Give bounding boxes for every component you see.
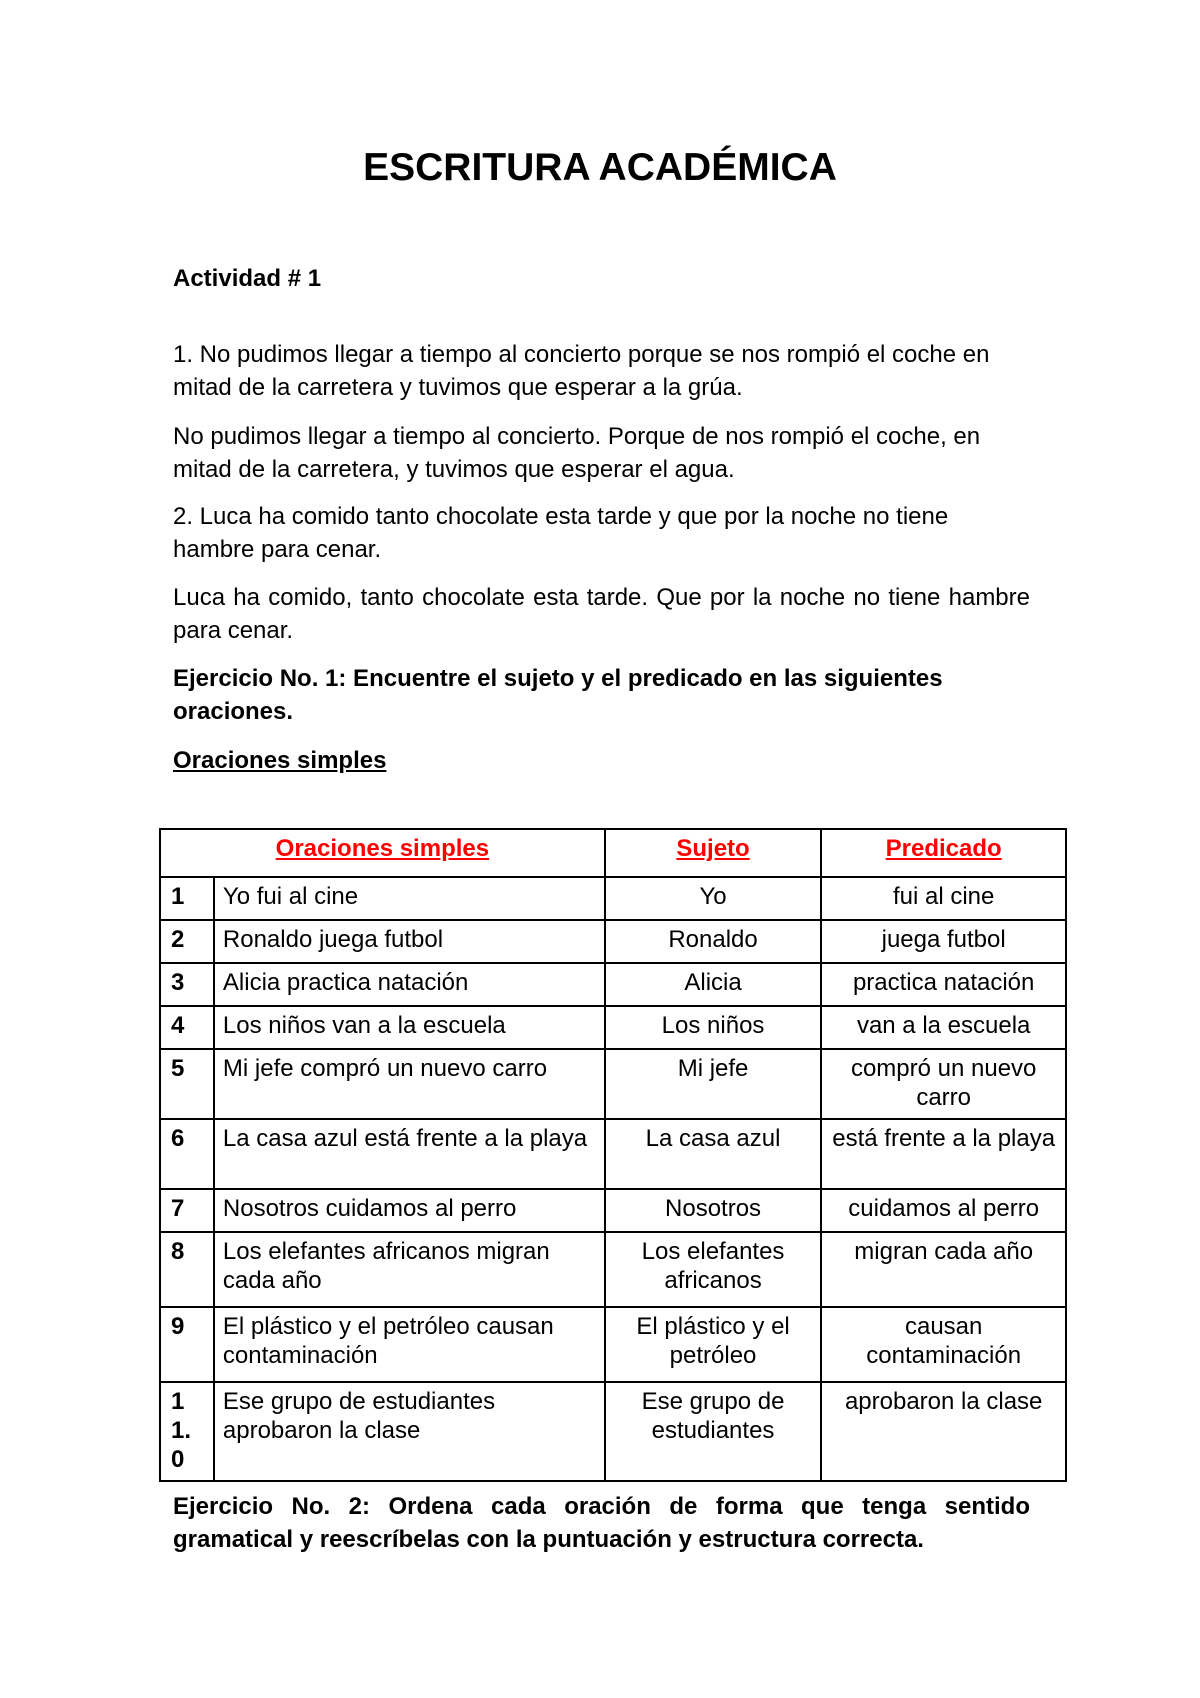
row-number: 8 bbox=[160, 1232, 214, 1307]
paragraph-2: No pudimos llegar a tiempo al concierto. Porque de nos rompió el coche, en mitad de la carretera, y tuvimos que esperar el agua. bbox=[173, 423, 981, 483]
table-row bbox=[160, 920, 1066, 963]
row-predicate: cuidamos al perro bbox=[821, 1189, 1066, 1232]
row-subject: Los elefantes africanos bbox=[605, 1232, 822, 1307]
table-row bbox=[160, 963, 1066, 1006]
row-subject: Yo bbox=[605, 877, 822, 920]
paragraph-3: 2. Luca ha comido tanto chocolate esta tarde y que por la noche no tiene hambre para cenar. bbox=[173, 503, 949, 563]
row-predicate: migran cada año bbox=[821, 1232, 1066, 1307]
row-number: 3 bbox=[160, 963, 214, 1006]
row-number: 5 bbox=[160, 1049, 214, 1119]
paragraph-4: Luca ha comido, tanto chocolate esta tarde. Que por la noche no tiene hambre para cenar. bbox=[173, 584, 1030, 644]
row-sentence: Ronaldo juega futbol bbox=[214, 920, 605, 963]
page-title: ESCRITURA ACADÉMICA bbox=[363, 146, 837, 189]
row-subject: Mi jefe bbox=[605, 1049, 822, 1119]
row-sentence: Los niños van a la escuela bbox=[214, 1006, 605, 1049]
row-subject: Alicia bbox=[605, 963, 822, 1006]
row-number: 9 bbox=[160, 1307, 214, 1382]
row-sentence: Ese grupo de estudiantes aprobaron la clase bbox=[214, 1382, 605, 1481]
row-predicate: aprobaron la clase bbox=[821, 1382, 1066, 1481]
row-sentence: Los elefantes africanos migran cada año bbox=[214, 1232, 605, 1307]
row-sentence: Nosotros cuidamos al perro bbox=[214, 1189, 605, 1232]
row-number: 2 bbox=[160, 920, 214, 963]
row-sentence: Yo fui al cine bbox=[214, 877, 605, 920]
table-row bbox=[160, 877, 1066, 920]
row-number: 6 bbox=[160, 1119, 214, 1189]
table-row bbox=[160, 1307, 1066, 1382]
row-predicate: practica natación bbox=[821, 963, 1066, 1006]
row-subject: Ronaldo bbox=[605, 920, 822, 963]
row-subject: Nosotros bbox=[605, 1189, 822, 1232]
paragraph-1: 1. No pudimos llegar a tiempo al concierto porque se nos rompió el coche en mitad de la carretera y tuvimos que esperar a la grúa. bbox=[173, 341, 990, 401]
row-predicate: compró un nuevo carro bbox=[821, 1049, 1066, 1119]
exercise-2-heading: Ejercicio No. 2: Ordena cada oración de forma que tenga sentido gramatical y reescríbelas con la puntuación y estructura correcta. bbox=[173, 1493, 1030, 1553]
activity-heading: Actividad # 1 bbox=[173, 265, 322, 292]
row-number: 1 1. 0 bbox=[160, 1382, 214, 1481]
table-row bbox=[160, 1049, 1066, 1119]
row-number: 7 bbox=[160, 1189, 214, 1232]
header-predicate: Predicado bbox=[821, 829, 1066, 877]
exercise-1-heading: Ejercicio No. 1: Encuentre el sujeto y el predicado en las siguientes oraciones. bbox=[173, 665, 943, 725]
table-row bbox=[160, 1119, 1066, 1189]
simple-sentences-heading: Oraciones simples bbox=[173, 747, 387, 774]
table-row bbox=[160, 1382, 1066, 1481]
row-subject: El plástico y el petróleo bbox=[605, 1307, 822, 1382]
row-sentence: El plástico y el petróleo causan contaminación bbox=[214, 1307, 605, 1382]
table-row bbox=[160, 1189, 1066, 1232]
row-predicate: van a la escuela bbox=[821, 1006, 1066, 1049]
row-number: 4 bbox=[160, 1006, 214, 1049]
row-predicate: causan contaminación bbox=[821, 1307, 1066, 1382]
table-row bbox=[160, 1006, 1066, 1049]
row-number: 1 bbox=[160, 877, 214, 920]
row-predicate: está frente a la playa bbox=[821, 1119, 1066, 1189]
row-sentence: Alicia practica natación bbox=[214, 963, 605, 1006]
row-predicate: juega futbol bbox=[821, 920, 1066, 963]
header-sentence: Oraciones simples bbox=[160, 829, 605, 877]
row-sentence: Mi jefe compró un nuevo carro bbox=[214, 1049, 605, 1119]
row-subject: La casa azul bbox=[605, 1119, 822, 1189]
row-predicate: fui al cine bbox=[821, 877, 1066, 920]
header-subject: Sujeto bbox=[605, 829, 822, 877]
table-header-row bbox=[160, 829, 1066, 877]
row-subject: Ese grupo de estudiantes bbox=[605, 1382, 822, 1481]
row-sentence: La casa azul está frente a la playa bbox=[214, 1119, 605, 1189]
row-subject: Los niños bbox=[605, 1006, 822, 1049]
subject-predicate-table bbox=[159, 828, 1067, 1482]
table-row bbox=[160, 1232, 1066, 1307]
